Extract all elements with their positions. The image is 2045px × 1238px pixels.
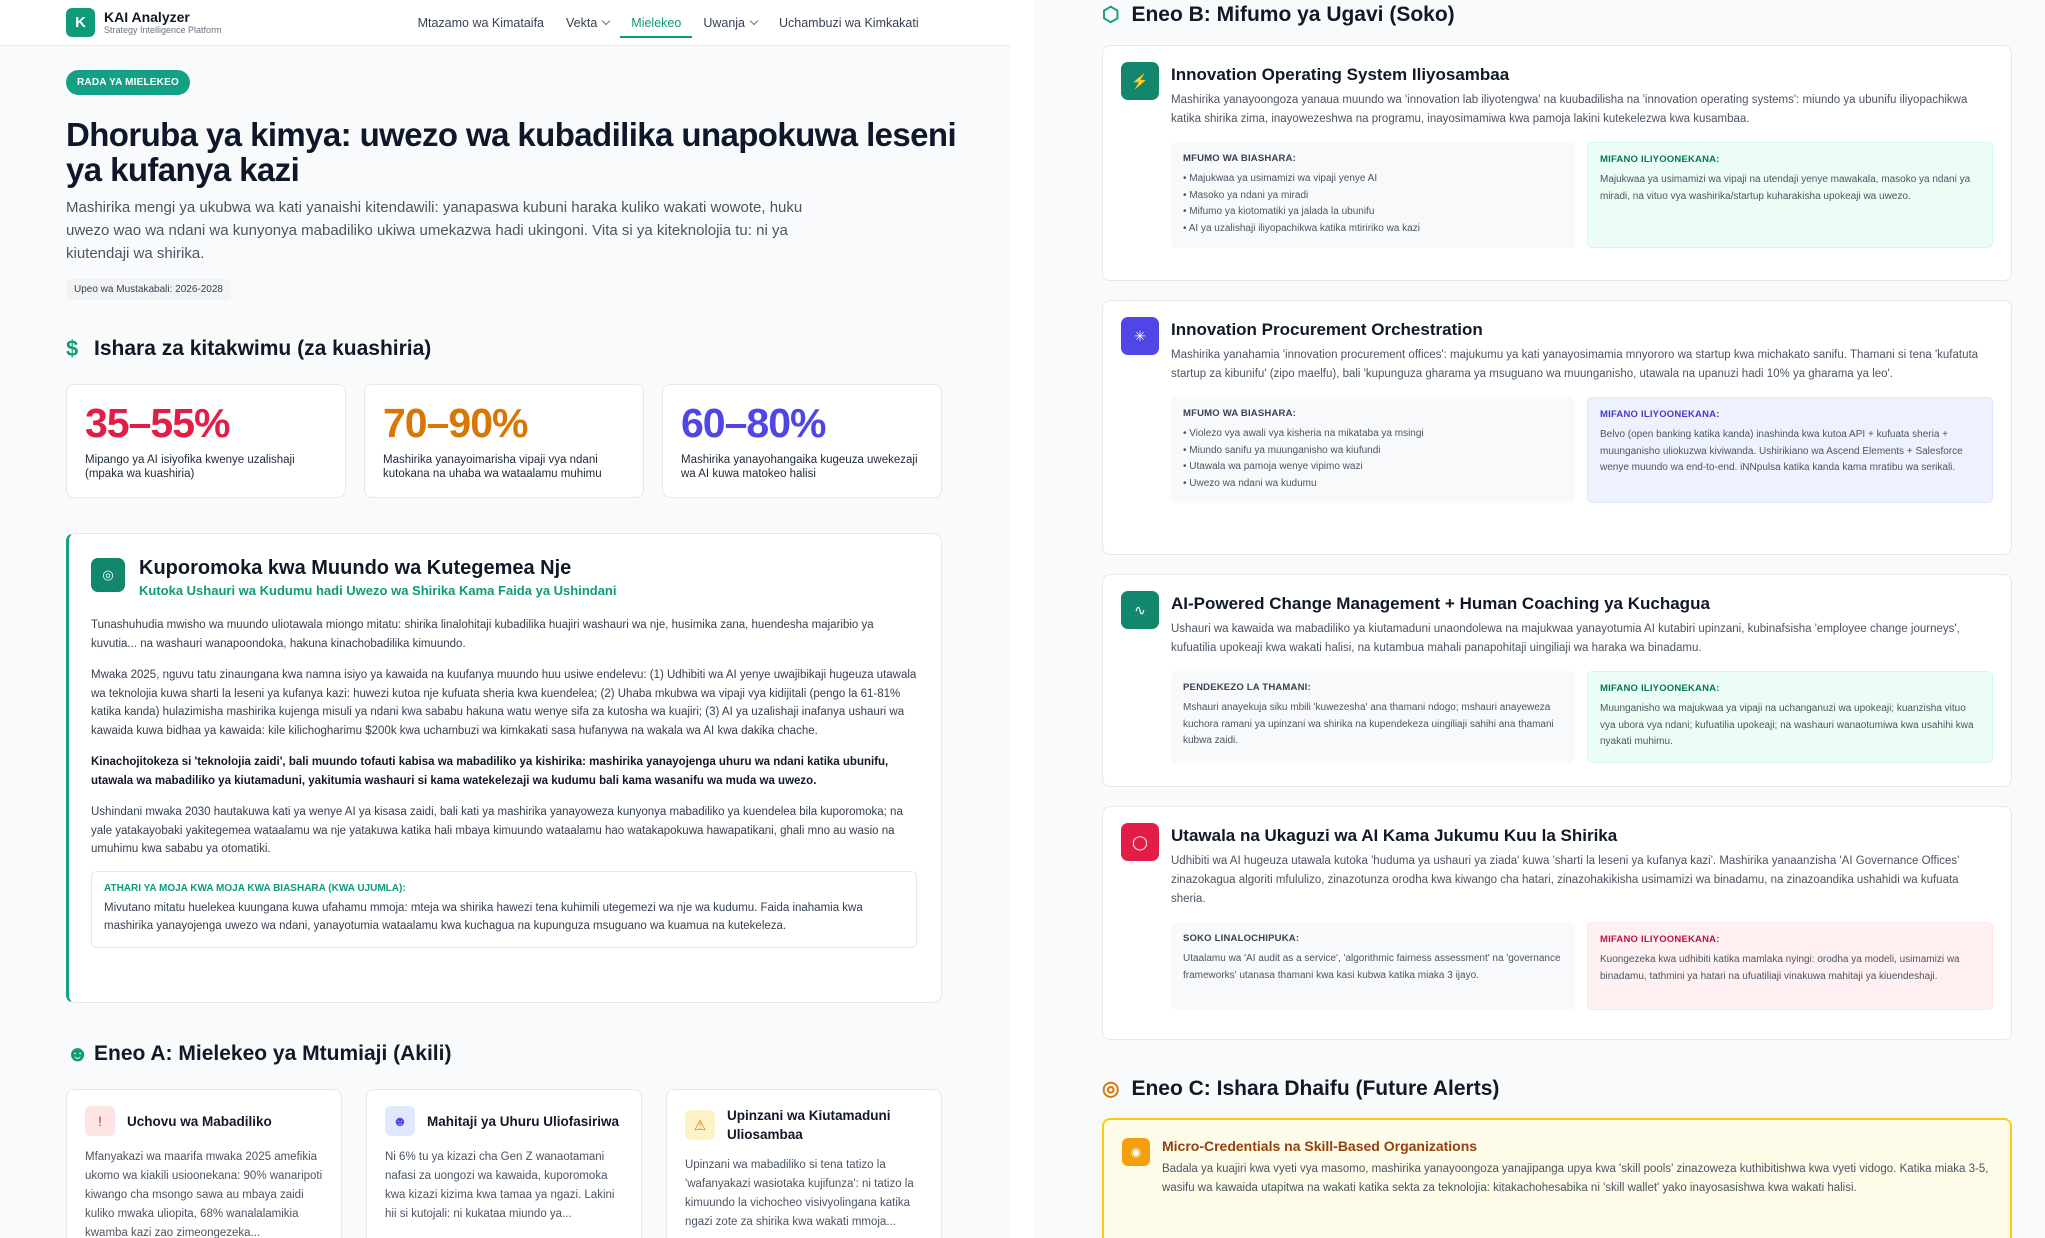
nav-label: Uwanja [703,15,745,30]
section-pill: RADA YA MIELEKEO [66,70,190,95]
model-list [1183,426,1563,492]
box-title: MIFANO ILIYOONEKANA: [1600,154,1720,165]
impact-body: Mivutano mitatu huelekea kuungana kuwa ufahamu mmoja: mteja wa shirika hawezi tena kuhimili utegemezi wa nje wa kudumu. Faida inahamia kwa mashirika yanayojenga uwezo wa ndani, yanayotumia wataalamu kwa kuchagua na kupunguza msuguano wa kuamua na kutekeleza. [104,901,863,932]
trend-card-body: Ni 6% tu ya kizazi cha Gen Z wanaotamani nafasi za uongozi wa kawaida, kuporomoka kwa kizazi kizima kwa tamaa ya ngazi. Lakini hii si kutojali: ni kukataa miundo ya... [385,1151,615,1220]
metric-card [662,384,942,498]
list-item: • Majukwaa ya usimamizi wa vipaji yenye AI [1183,171,1563,188]
brand [104,9,222,36]
nav-trends[interactable] [620,0,692,46]
area-a-heading [66,1041,944,1067]
box-title: MFUMO WA BIASHARA: [1183,408,1297,419]
sparkle-icon: ✳ [1121,317,1159,355]
nav-label: Mielekeo [631,15,682,30]
box-title: MIFANO ILIYOONEKANA: [1600,683,1720,694]
trend-card-title: Mahitaji ya Uhuru Uliofasiriwa [427,1113,620,1129]
feature-paragraph: Ushindani mwaka 2030 hautakuwa kati ya wenye AI ya kisasa zaidi, bali kati ya mashirika yanayoweza kunyonya mabadiliko ya kuendelea bila kuporomoka; na yale yatakayobaki yakitegemea wataalamu wa nje yatakuwa katika hali mbaya kimuundo wataalamu hao watakapokuwa hawapatikani, ghali mno au wasio na umuhimu kwa sababu ya otomatiki. [91,806,903,855]
market-card [1102,45,2012,281]
model-box [1171,142,1575,248]
metric-value: 60–80% [681,400,826,446]
metric-label: Mipango ya AI isiyofika kwenye uzalishaji (mpaka wa kuashiria) [85,454,295,480]
trend-card [66,1089,342,1238]
nav-label: Vekta [566,15,598,30]
market-card [1102,300,2012,555]
list-item: • Violezo vya awali vya kisheria na mikataba ya msingi [1183,426,1563,443]
examples-box [1587,397,1993,503]
activity-icon: ∿ [1121,591,1159,629]
feature-header [91,556,917,598]
top-navbar [0,0,1010,46]
market-card-desc: Mashirika yanayoongoza yanaua muundo wa 'innovation lab iliyotengwa' na kuubadilisha na 'innovation operating systems': miundo ya ubunifu iliyopachikwa katika shirika zima, inayowezeshwa na programu, inayosimamiwa kwa pamoja lakini kutekelezwa kwa kusambaa. [1171,94,1968,125]
box-title: PENDEKEZO LA THAMANI: [1183,682,1311,693]
page-lead: Mashirika mengi ya ukubwa wa kati yanaishi kitendawili: yanapaswa kubuni haraka kuliko wakati wowote, huku uwezo wao wa ndani wa kunyonya mabadiliko ukiwa umekazwa hadi ukingoni. Vita si ya kiteknolojia tu: ni ya kiutendaji wa shirika. [66,199,803,262]
feature-card [66,533,942,1003]
users-icon: ☻ [66,1041,90,1066]
horizon-badge: Upeo wa Mustakabali: 2026-2028 [66,279,231,300]
logo[interactable]: K [66,8,95,37]
alert-title: Micro-Credentials na Skill-Based Organizations [1162,1138,1478,1154]
alert-icon: ◉ [1122,1138,1150,1166]
trend-card-body: Upinzani wa mabadiliko si tena tatizo la 'wafanyakazi wasiotaka kujifunza': ni tatizo la kimuundo la vichocheo visivyolingana katika ngazi zote za shirika kwa wakati mmoja... [685,1159,914,1228]
box-title: MIFANO ILIYOONEKANA: [1600,934,1720,945]
trend-card-title: Uchovu wa Mabadiliko [127,1113,272,1129]
market-card-title: Utawala na Ukaguzi wa AI Kama Jukumu Kuu la Shirika [1171,826,1618,845]
feature-subtitle: Kutoka Ushauri wa Kudumu hadi Uwezo wa Shirika Kama Faida ya Ushindani [139,583,617,598]
metrics-row [66,384,944,498]
area-c-title: Eneo C: Ishara Dhaifu (Future Alerts) [1131,1076,1500,1100]
chevron-down-icon [602,16,610,24]
page-title: Dhoruba ya kimya: uwezo wa kubadilika unapokuwa leseni ya kufanya kazi [66,116,957,188]
feature-paragraph-bold: Kinachojitokeza si 'teknolojia zaidi', bali muundo tofauti kabisa wa mabadiliko ya kishirika: mashirika yanayojenga uhuru wa ndani katika ubunifu, utawala wa mabadiliko ya kiutamaduni, yakitumia washauri si kama watekelezaji wa kudumu bali kama wasanifu wa muda wa uwezo. [91,756,889,787]
box-body: Muunganisho wa majukwaa ya vipaji na uchanganuzi wa upokeaji; kuanzisha vituo vya ubora vya ndani; kufuatilia upokeaji; na washauri wanaotumiwa kwa usahihi kwa nyakati muhimu. [1600,703,1974,747]
warning-icon: ⚠ [685,1110,715,1140]
examples-box [1587,671,1993,763]
signals-title: Ishara za kitakwimu (za kuashiria) [94,337,432,360]
area-b-heading [1102,2,2045,27]
box-body: Majukwaa ya usimamizi wa vipaji na utendaji yenye mawakala, masoko ya ndani ya miradi, na vituo vya washirika/startup kuharakisha upokeaji wa uwezo. [1600,174,1971,202]
market-card-desc: Mashirika yanahamia 'innovation procurement offices': majukumu ya kati yanayosimamia mnyororo wa startup kwa michakato sanifu. Thamani si tena 'kufatuta startup za kibunifu' (zipo maelfu), bali 'kupunguza gharama ya msuguano wa muunganisho, utawala na upanuzi hadi 10% ya gharama ya leo'. [1171,349,1979,380]
signals-heading [66,336,944,362]
trend-card-title: Upinzani wa Kiutamaduni Uliosambaa [727,1108,891,1142]
nav-label: Uchambuzi wa Kimkakati [779,15,919,30]
market-card-desc: Udhibiti wa AI hugeuza utawala kutoka 'huduma ya ushauri ya ziada' kuwa 'sharti la leseni ya kufanya kazi'. Mashirika yanaanzisha 'AI Governance Offices' zinazokagua algoriti mfululizo, zinazotunza orodha kwa kiwango cha hatari, zinazohakikisha usimamizi wa binadamu, na zinazoandika ushahidi wa kufuata sheria. [1171,855,1960,905]
metric-label: Mashirika yanayohangaika kugeuza uwekezaji wa AI kuwa matokeo halisi [681,454,918,480]
brand-tagline: Strategy Intelligence Platform [104,25,222,35]
package-icon: ⬡ [1102,4,1120,26]
brand-name: KAI Analyzer [104,9,190,25]
box-title: SOKO LINALOCHIPUKA: [1183,933,1300,944]
trend-card [366,1089,642,1238]
box-title: MFUMO WA BIASHARA: [1183,153,1297,164]
list-item: • Masoko ya ndani ya miradi [1183,188,1563,205]
right-pane [1034,0,2045,1238]
examples-box [1587,142,1993,248]
list-item: • Miundo sanifu ya muunganisho wa kiufundi [1183,443,1563,460]
nav-strategic-analysis[interactable] [768,0,930,46]
radar-icon: ◎ [1102,1078,1120,1100]
area-c-heading [1102,1076,1499,1101]
box-title: MIFANO ILIYOONEKANA: [1600,409,1720,420]
impact-title: ATHARI YA MOJA KWA MOJA KWA BIASHARA (KWA UJUMLA): [104,882,406,894]
area-b-title: Eneo B: Mifumo ya Ugavi (Soko) [1131,2,1455,26]
examples-box [1587,922,1993,1010]
main-content [0,46,1010,1238]
metric-value: 70–90% [383,400,528,446]
nav-label: Mtazamo wa Kimataifa [417,15,544,30]
list-item: • Utawala wa pamoja wenye vipimo wazi [1183,459,1563,476]
chevron-down-icon [750,16,758,24]
weak-signal-alert [1102,1118,2012,1238]
target-icon: ◎ [91,558,125,592]
model-box [1171,397,1575,503]
value-box [1171,671,1575,763]
nav-global-view[interactable] [407,0,555,46]
alert-body: Badala ya kuajiri kwa vyeti vya masomo, mashirika yanayoongoza yanajipanga upya kwa 'skill pools' zinazoweza kuthibitishwa kwa vyeti vidogo. Katika miaka 3-5, wasifu wa kawaida utapitwa na wakati katika sekta za teknolojia: kitakachohesabika ni 'skill wallet' yako inayosasishwa kwa wakati halisi. [1162,1163,1989,1194]
list-item: • AI ya uzalishaji iliyopachikwa katika mtiririko wa kazi [1183,221,1563,238]
metric-value: 35–55% [85,400,230,446]
area-a-cards [66,1089,944,1238]
bolt-icon: ⚡ [1121,62,1159,100]
metric-card [364,384,644,498]
box-body: Kuongezeka kwa udhibiti katika mamlaka nyingi: orodha ya modeli, usimamizi wa binadamu, tathmini ya hatari na ufuatiliaji vinakuwa mahitaji ya kiuendeshaji. [1600,954,1960,982]
market-card [1102,574,2012,787]
metric-label: Mashirika yanayoimarisha vipaji vya ndani kutokana na uhaba wa wataalamu muhimu [383,454,602,480]
trend-card [666,1089,942,1238]
box-body: Utaalamu wa 'AI audit as a service', 'algorithmic fairness assessment' na 'governance frameworks' utanasa thamani kwa kasi kubwa katika miaka 3 ijayo. [1183,953,1561,981]
feature-paragraph: Mwaka 2025, nguvu tatu zinaungana kwa namna isiyo ya kawaida na kuufanya muundo huu usiwe endelevu: (1) Udhibiti wa AI yenye uwajibikaji hugeuza utawala wa teknolojia kuwa sharti la leseni ya kufanya kazi: huwezi kutoa nje kufuata sheria kwa kuendelea; (2) Uhaba mkubwa wa vipaji vya kidijitali (pengo la 61-81% katika kanda) hulazimisha mashirika kujenga misuli ya ndani kwa sababu hakuna watu wenye sifa za kutosha wa kuajiri; (3) AI ya uzalishaji inafanya ushauri wa kawaida kuwa bidhaa ya kawaida: kile kilichogharimu $200k kwa uchambuzi wa kimkakati sasa hufanywa na wakala wa AI kwa dakika chache. [91,669,917,737]
box-body: Mshauri anayekuja siku mbili 'kuwezesha' ana thamani ndogo; mshauri anayeweza kuchora ramani ya upinzani wa shirika na kupendekeza uingiliaji sahihi ana thamani kubwa zaidi. [1183,702,1554,746]
feature-paragraph: Tunashuhudia mwisho wa muundo uliotawala miongo mitatu: shirika linalohitaji kubadilika huajiri washauri wa nje, husimika zana, huendesha majaribio ya kuvutia... na washauri wanapoondoka, hakuna kinachobadilika kimuundo. [91,619,874,650]
model-list [1183,171,1563,237]
market-card-title: AI-Powered Change Management + Human Coaching ya Kuchagua [1171,594,1710,613]
nav-field[interactable] [692,0,768,46]
alert-circle-icon: ! [85,1106,115,1136]
metric-card [66,384,346,498]
impact-box [91,871,917,948]
market-card [1102,806,2012,1040]
market-card-title: Innovation Procurement Orchestration [1171,320,1483,339]
market-card-title: Innovation Operating System Iliyosambaa [1171,65,1510,84]
users-icon: ☻ [385,1106,415,1136]
list-item: • Mifumo ya kiotomatiki ya jalada la ubunifu [1183,204,1563,221]
main-nav [407,0,930,46]
pane-divider [1010,0,1034,1238]
market-box [1171,922,1575,1010]
left-pane [0,0,1010,1238]
list-item: • Uwezo wa ndani wa kudumu [1183,476,1563,493]
feature-title: Kuporomoka kwa Muundo wa Kutegemea Nje [139,557,572,579]
shield-icon: ◯ [1121,823,1159,861]
dollar-icon: $ [66,336,79,361]
trend-card-body: Mfanyakazi wa maarifa mwaka 2025 amefikia ukomo wa kiakili usioonekana: 90% wanaripoti kiwango cha msongo sawa au mbaya zaidi kuliko mwaka uliopita, 68% wanalalamikia kwamba kazi zao zimeongezeka... [85,1151,323,1238]
area-a-title: Eneo A: Mielekeo ya Mtumiaji (Akili) [94,1042,452,1065]
market-card-desc: Ushauri wa kawaida wa mabadiliko ya kiutamaduni unaondolewa na majukwaa yanayotumia AI kutabiri upinzani, kubinafsisha 'employee change journeys', kufuatilia upokeaji kwa wakati halisi, na kutambua mahali panapohitaji uingiliaji wa haraka wa binadamu. [1171,623,1960,654]
box-body: Belvo (open banking katika kanda) inashinda kwa kutoa API + kufuata sheria + muunganisho uliokuzwa kiviwanda. Ushirikiano wa Ascend Elements + Salesforce wenye muundo wa end-to-end. iNNpulsa katika kanda kama mratibu wa serikali. [1600,429,1963,473]
nav-vectors[interactable] [555,0,620,46]
